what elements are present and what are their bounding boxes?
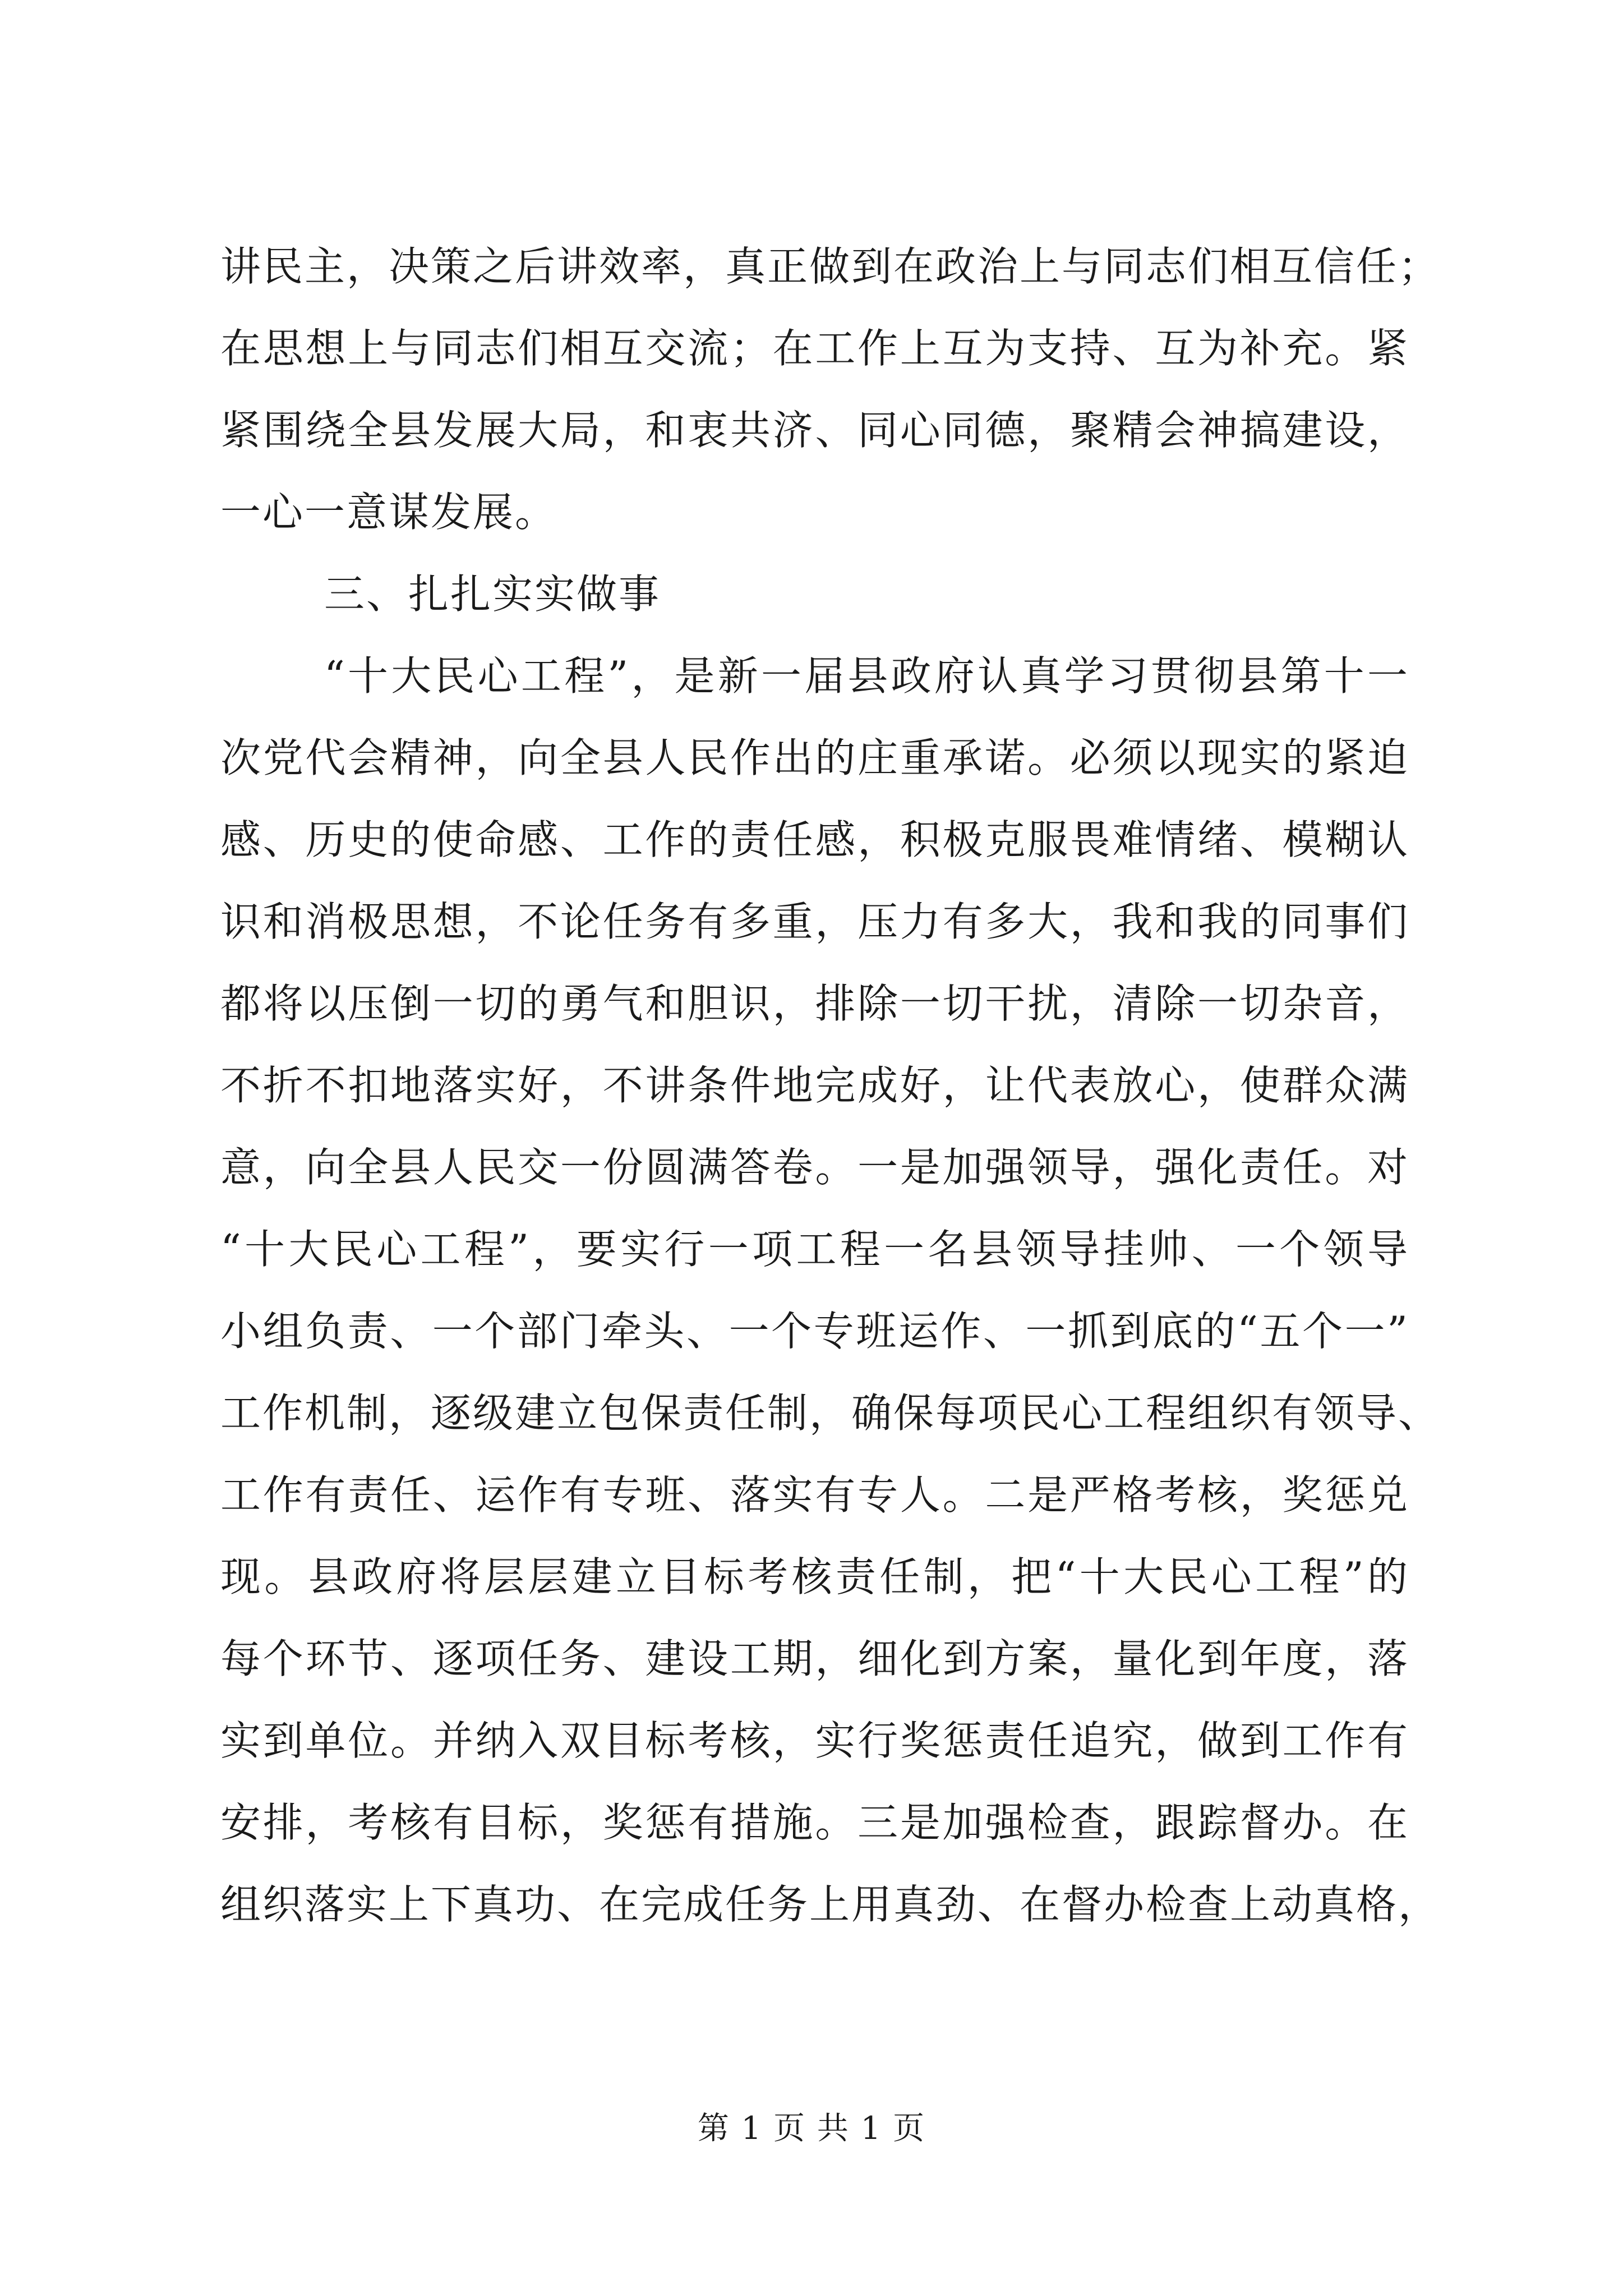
text-line: 识和消极思想，不论任务有多重，压力有多大，我和我的同事们: [220, 898, 1409, 945]
text-line: 实到单位。并纳入双目标考核，实行奖惩责任追究，做到工作有: [220, 1717, 1409, 1764]
text-line: 在思想上与同志们相互交流；在工作上互为支持、互为补充。紧: [220, 325, 1409, 372]
text-line: “十大民心工程”，要实行一项工程一名县领导挂帅、一个领导: [220, 1226, 1409, 1273]
text-line: 次党代会精神，向全县人民作出的庄重承诺。必须以现实的紧迫: [220, 734, 1409, 781]
text-line: 安排，考核有目标，奖惩有措施。三是加强检查，跟踪督办。在: [220, 1799, 1409, 1846]
text-line: 意，向全县人民交一份圆满答卷。一是加强领导，强化责任。对: [220, 1144, 1409, 1191]
text-line: 工作机制，逐级建立包保责任制，确保每项民心工程组织有领导、: [220, 1389, 1441, 1437]
text-line: 现。县政府将层层建立目标考核责任制，把“十大民心工程”的: [220, 1553, 1409, 1600]
text-line: 组织落实上下真功、在完成任务上用真劲、在督办检查上动真格，: [220, 1881, 1441, 1928]
text-line: 一心一意谋发展。: [220, 489, 557, 536]
text-line: 紧围绕全县发展大局，和衷共济、同心同德，聚精会神搞建设，: [220, 407, 1409, 454]
text-line: 都将以压倒一切的勇气和胆识，排除一切干扰，清除一切杂音，: [220, 980, 1409, 1027]
page-footer: 第 1 页 共 1 页: [697, 2110, 926, 2147]
text-line: 讲民主，决策之后讲效率，真正做到在政治上与同志们相互信任；: [220, 243, 1441, 290]
text-line: 感、历史的使命感、工作的责任感，积极克服畏难情绪、模糊认: [220, 816, 1409, 863]
text-line: 每个环节、逐项任务、建设工期，细化到方案，量化到年度，落: [220, 1635, 1409, 1682]
text-line: “十大民心工程”，是新一届县政府认真学习贯彻县第十一: [324, 652, 1409, 700]
text-line: 小组负责、一个部门牵头、一个专班运作、一抓到底的“五个一”: [220, 1308, 1409, 1355]
section-heading: 三、扎扎实实做事: [324, 570, 661, 618]
document-body: [220, 226, 1441, 1945]
text-line: 不折不扣地落实好，不讲条件地完成好，让代表放心，使群众满: [220, 1062, 1409, 1109]
text-line: 工作有责任、运作有专班、落实有专人。二是严格考核，奖惩兑: [220, 1471, 1409, 1519]
